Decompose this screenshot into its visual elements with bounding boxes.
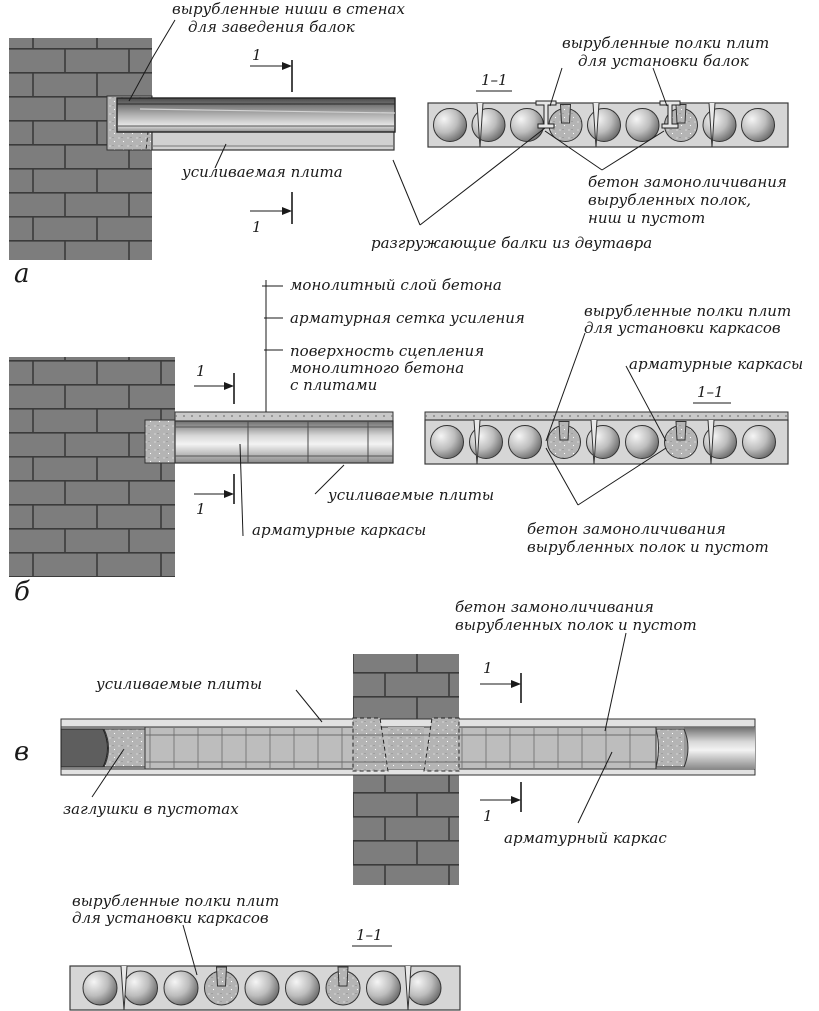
shelf-cut	[559, 422, 569, 441]
panel-v	[14, 598, 755, 1010]
section-number: 1	[483, 659, 493, 677]
label-surface-line2: монолитного бетона	[290, 359, 465, 377]
label-surface-line1: поверхность сцепления	[290, 342, 485, 360]
hollow-void	[434, 109, 467, 142]
label-concrete-b-line2: вырубленных полок и пустот	[527, 538, 769, 556]
panel-a	[9, 0, 788, 289]
label-concrete-a-line2: вырубленных полок,	[588, 191, 752, 209]
section-number: 1	[252, 218, 262, 236]
section-mark-top-a	[250, 46, 292, 92]
hollow-void	[742, 109, 775, 142]
label-shelves-b-line1: вырубленные полки плит	[584, 302, 792, 320]
section-mark-bottom-b	[194, 474, 234, 518]
label-cages-b: арматурные каркасы	[252, 521, 427, 539]
hollow-void	[407, 971, 441, 1005]
label-niches-line2: для заведения балок	[188, 18, 355, 36]
hollow-void	[472, 109, 505, 142]
section-title: 1–1	[481, 71, 508, 89]
section-number: 1	[483, 807, 493, 825]
label-concrete-a-line1: бетон замоноличивания	[588, 173, 787, 191]
label-shelves-a-line2: для установки балок	[578, 52, 749, 70]
section-mark-bottom-a	[250, 192, 292, 236]
hollow-void	[124, 971, 158, 1005]
cross-section-b	[425, 383, 788, 464]
hollow-void	[286, 971, 320, 1005]
cross-section-a	[428, 71, 788, 147]
panel-letter-b: б	[14, 577, 30, 607]
shelf-cut	[676, 422, 686, 441]
hollow-void	[431, 426, 464, 459]
label-cage-v: арматурный каркас	[504, 829, 667, 847]
hollow-void	[164, 971, 198, 1005]
label-plugs: заглушки в пустотах	[63, 800, 239, 818]
hollow-void	[83, 971, 117, 1005]
label-shelves-v-line1: вырубленные полки плит	[72, 892, 280, 910]
cross-section-v	[70, 926, 460, 1010]
section-title: 1–1	[356, 926, 383, 944]
label-concrete-v-line2: вырубленных полок и пустот	[455, 616, 697, 634]
hollow-void	[743, 426, 776, 459]
label-slab-a: усиливаемая плита	[182, 163, 343, 181]
shelf-cut	[676, 105, 686, 124]
label-concrete-v-line1: бетон замоноличивания	[455, 598, 654, 616]
shelf-cut	[217, 967, 227, 986]
label-slabs-v: усиливаемые плиты	[96, 675, 263, 693]
label-concrete-a-line3: ниш и пустот	[588, 209, 706, 227]
section-mark-bottom-v	[480, 782, 521, 825]
section-number: 1	[252, 46, 262, 64]
label-niches-line1: вырубленные ниши в стенах	[172, 0, 405, 18]
hollow-void	[626, 426, 659, 459]
label-slabs-b: усиливаемые плиты	[328, 486, 495, 504]
section-number: 1	[196, 362, 206, 380]
section-mark-top-v	[480, 659, 521, 703]
brick-wall-b	[9, 357, 175, 577]
hollow-void	[703, 109, 736, 142]
label-cages-top: арматурные каркасы	[629, 355, 804, 373]
hollow-void	[626, 109, 659, 142]
panel-b	[9, 276, 803, 607]
label-beams: разгружающие балки из двутавра	[371, 234, 653, 252]
label-surface-line3: с плитами	[290, 376, 378, 394]
label-concrete-b-line1: бетон замоноличивания	[527, 520, 726, 538]
i-beam-a	[117, 98, 395, 132]
panel-letter-v: в	[14, 737, 30, 767]
hollow-void	[588, 109, 621, 142]
label-mesh: арматурная сетка усиления	[290, 309, 525, 327]
hollow-void	[245, 971, 279, 1005]
shelf-cut	[338, 967, 348, 986]
section-mark-top-b	[194, 362, 234, 404]
label-shelves-a-line1: вырубленные полки плит	[562, 34, 770, 52]
panel-letter-a: а	[14, 259, 30, 289]
label-shelves-v-line2: для установки каркасов	[72, 909, 269, 927]
hollow-void	[509, 426, 542, 459]
shelf-cut	[561, 105, 571, 124]
section-title: 1–1	[697, 383, 724, 401]
hollow-void	[367, 971, 401, 1005]
section-number: 1	[196, 500, 206, 518]
label-monolith: монолитный слой бетона	[290, 276, 502, 294]
label-shelves-b-line2: для установки каркасов	[584, 319, 781, 337]
